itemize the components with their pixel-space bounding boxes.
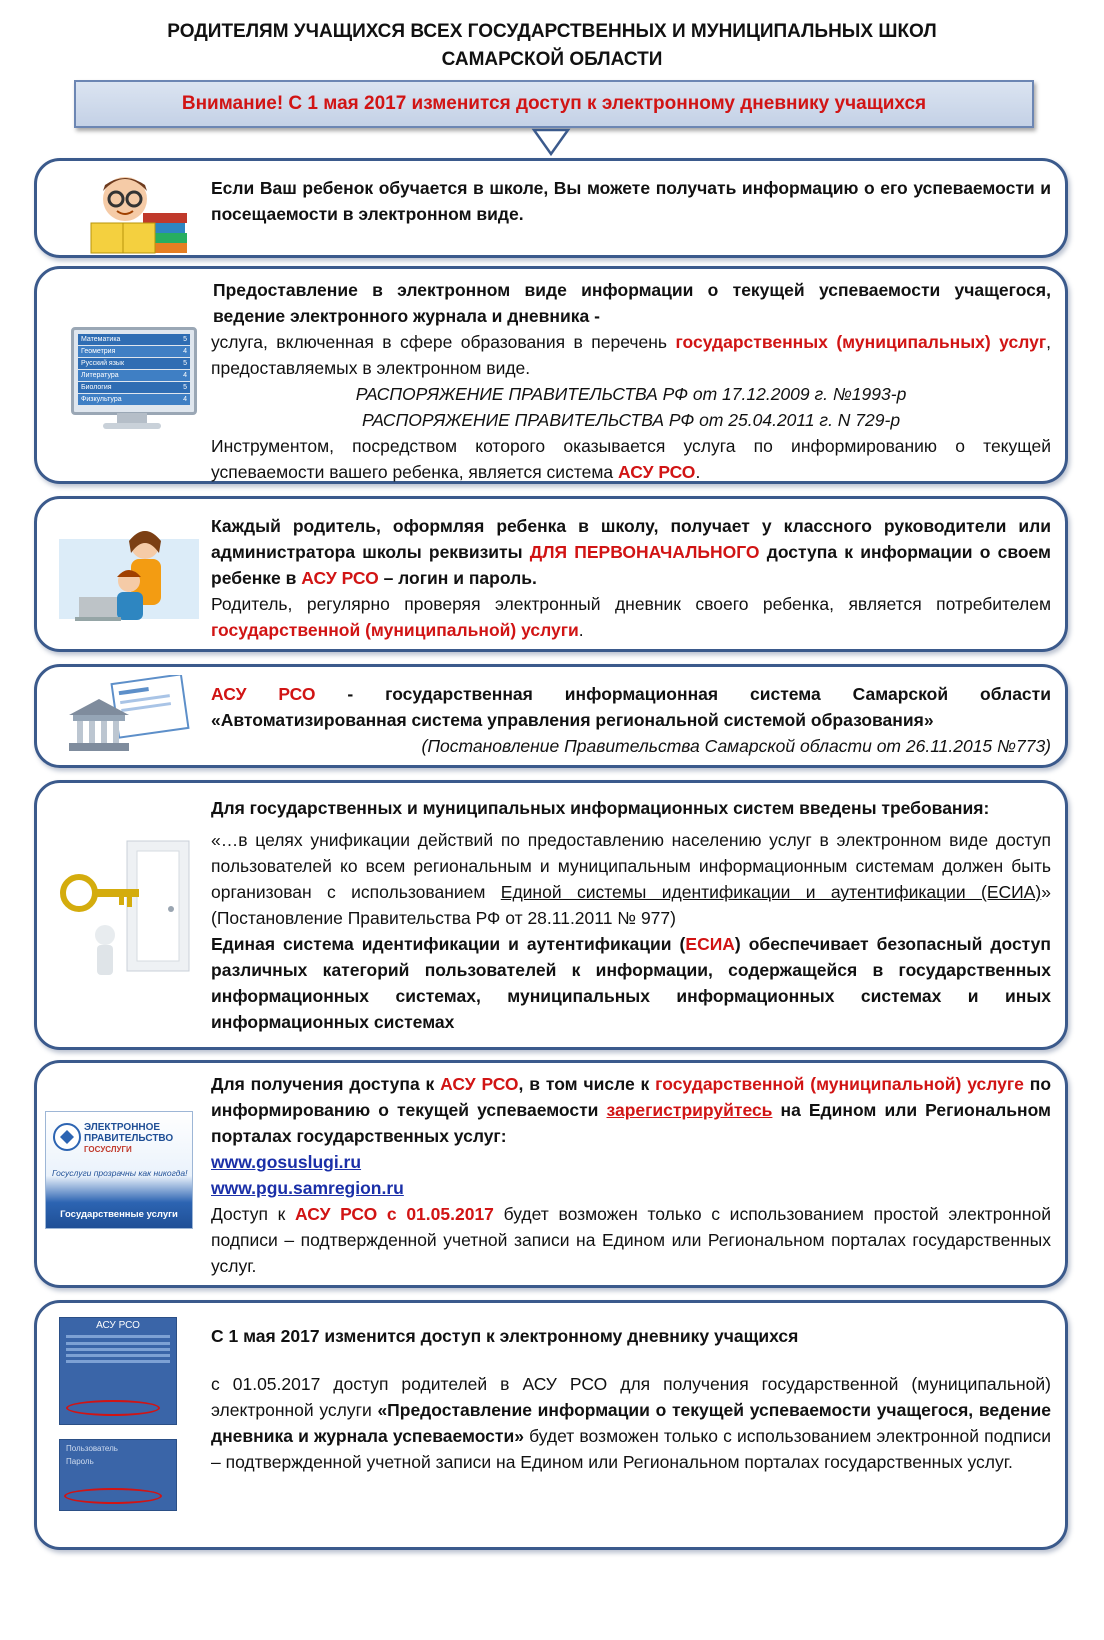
card7-p1-text-c: будет возможен только с использованием электронной подписи – подтвержденной учетной записи на Едином или Региональном порталах государственных услуг. bbox=[211, 1426, 1051, 1472]
key-and-door-illustration bbox=[57, 831, 203, 981]
card-esia-requirements bbox=[34, 780, 1068, 1050]
card3-p2-red: государственной (муниципальной) услуги bbox=[211, 620, 579, 640]
card2-p1: Предоставление в электронном виде информации о текущей успеваемости учащегося, ведение электронного журнала и дневника - bbox=[213, 280, 1051, 326]
card4-red: АСУ РСО bbox=[211, 684, 316, 704]
portal-title-2: ПРАВИТЕЛЬСТВО bbox=[84, 1133, 174, 1144]
card6-p1-text-a: Для получения доступа к bbox=[211, 1074, 441, 1094]
register-link[interactable]: зарегистрируйтесь bbox=[606, 1100, 773, 1120]
card3-p1-red2: АСУ РСО bbox=[301, 568, 379, 588]
notice-text: Внимание! С 1 мая 2017 изменится доступ к электронному дневнику учащихся bbox=[181, 93, 927, 114]
card3-p1-text-b: доступа к информации о своем ребенке в bbox=[211, 542, 1051, 588]
card3-p1-text-a: Каждый родитель, оформляя ребенка в школу, получает у классного руководители или администратора школы реквизиты bbox=[211, 516, 1051, 562]
gradebook-row bbox=[78, 334, 190, 345]
decree-2: РАСПОРЯЖЕНИЕ ПРАВИТЕЛЬСТВА РФ от 25.04.2011 г. N 729-р bbox=[361, 410, 901, 430]
card1-text: Если Ваш ребенок обучается в школе, Вы можете получать информацию о его успеваемости и посещаемости в электронном виде. bbox=[211, 178, 1051, 224]
gradebook-subject: Русский язык bbox=[81, 360, 125, 367]
asu-rso-password-screenshot bbox=[59, 1439, 177, 1511]
gradebook-row bbox=[78, 394, 190, 405]
gradebook-subject: Математика bbox=[81, 336, 121, 343]
parent-and-child-illustration bbox=[59, 519, 199, 631]
card3-p2 bbox=[211, 591, 1051, 643]
card-info-intro bbox=[34, 158, 1068, 258]
card4-decree: (Постановление Правительства Самарской области от 26.11.2015 №773) bbox=[421, 736, 1051, 756]
gradebook-mark: 5 bbox=[183, 384, 187, 391]
card5-p2-text-a: «…в целях унификации действий по предоставлению населению услуг в электронном виде доступ пользователей ко всем региональным и муниципальным информационным системам должен быть организован с использованием bbox=[211, 830, 1051, 902]
card6-p1-red2: государственной (муниципальной) услуге bbox=[655, 1074, 1024, 1094]
gradebook-mark: 4 bbox=[183, 372, 187, 379]
gradebook-subject: Геометрия bbox=[81, 348, 116, 355]
gradebook-mark: 4 bbox=[183, 348, 187, 355]
card3-p1-red: ДЛЯ ПЕРВОНАЧАЛЬНОГО bbox=[529, 542, 760, 562]
notice-banner bbox=[74, 80, 1034, 128]
card6-p2 bbox=[211, 1201, 1051, 1279]
card5-p2-esia-name: Единой системы идентификации и аутентификации (ЕСИА) bbox=[500, 882, 1042, 902]
card3-p1-text-c: – логин и пароль. bbox=[378, 568, 537, 588]
highlight-ellipse bbox=[66, 1400, 160, 1416]
card7-p1 bbox=[211, 1371, 1051, 1475]
asu-rso-login-screenshot bbox=[59, 1317, 177, 1425]
card5-p3-text-b: ) обеспечивает безопасный доступ различных категорий пользователей к информации, содержащейся в государственных информационных системах, муниципальных информационных системах и иных информационных системах bbox=[211, 934, 1051, 1032]
card3-p1 bbox=[211, 513, 1051, 591]
gradebook-subject: Биология bbox=[81, 384, 112, 391]
card4-text: - государственная информационная система Самарской области «Автоматизированная система управления региональной системой образования» bbox=[211, 684, 1051, 730]
down-arrow-icon bbox=[528, 128, 574, 158]
highlight-ellipse-2 bbox=[64, 1488, 162, 1504]
gradebook-mark: 4 bbox=[183, 396, 187, 403]
card-registration bbox=[34, 1060, 1068, 1288]
monitor-gradebook-illustration bbox=[71, 327, 197, 437]
gradebook-subject: Литература bbox=[81, 372, 119, 379]
gradebook-subject: Физкультура bbox=[81, 396, 122, 403]
card4-definition bbox=[211, 681, 1051, 733]
screen-field-2: Пароль bbox=[66, 1457, 94, 1466]
card2-p3-text-b: . bbox=[695, 462, 701, 482]
card5-p2 bbox=[211, 827, 1051, 931]
card6-p1-text-c: по информированию о текущей успеваемости bbox=[211, 1074, 1052, 1120]
decree-1: РАСПОРЯЖЕНИЕ ПРАВИТЕЛЬСТВА РФ от 17.12.2009 г. №1993-р bbox=[355, 384, 907, 404]
card-asu-rso-definition bbox=[34, 664, 1068, 768]
card-parent-credentials bbox=[34, 496, 1068, 652]
card6-p1-text-b: , в том числе к bbox=[518, 1074, 656, 1094]
gradebook-row bbox=[78, 358, 190, 369]
gradebook-row bbox=[78, 346, 190, 357]
gradebook-mark: 5 bbox=[183, 360, 187, 367]
card7-p1-service-name: «Предоставление информации о текущей успеваемости учащегося, ведение дневника и журнала успеваемости» bbox=[211, 1400, 1051, 1446]
card-access-change bbox=[34, 1300, 1068, 1550]
card2-p3-red: АСУ РСО bbox=[618, 462, 696, 482]
card-service-description bbox=[34, 266, 1068, 484]
card7-p1-text-a: с 01.05.2017 доступ родителей в АСУ РСО для получения государственной (муниципальной) электронной услуги bbox=[211, 1374, 1051, 1420]
card6-p1-red: АСУ РСО bbox=[440, 1074, 519, 1094]
card2-p3-text-a: Инструментом, посредством которого оказывается услуга по информированию о текущей успеваемости вашего ребенка, является система bbox=[211, 436, 1051, 482]
government-building-icon bbox=[55, 675, 195, 759]
card3-p2-text-a: Родитель, регулярно проверяя электронный дневник своего ребенка, является потребителем bbox=[211, 594, 1051, 614]
gradebook-row bbox=[78, 370, 190, 381]
portal-slogan: Госуслуги прозрачны как никогда! bbox=[52, 1168, 188, 1178]
card2-p2-text-b: , предоставляемых в электронном виде. bbox=[211, 332, 1051, 378]
gradebook-mark: 5 bbox=[183, 336, 187, 343]
card6-p2-text-b: будет возможен только с использованием простой электронной подписи – подтвержденной учетной записи на Едином или Региональном порталах государственных услуг. bbox=[211, 1204, 1051, 1276]
portal-footer: Государственные услуги bbox=[60, 1209, 178, 1220]
screen-title: АСУ РСО bbox=[96, 1320, 140, 1331]
card7-heading: С 1 мая 2017 изменится доступ к электронному дневнику учащихся bbox=[211, 1326, 799, 1346]
card5-p2-text-b: » (Постановление Правительства РФ от 28.11.2011 № 977) bbox=[211, 882, 1051, 928]
card5-p3-text-a: Единая система идентификации и аутентификации ( bbox=[211, 934, 686, 954]
card5-p1: Для государственных и муниципальных информационных систем введены требования: bbox=[211, 798, 990, 818]
card2-p2-text-a: услуга, включенная в сфере образования в перечень bbox=[211, 332, 676, 352]
card2-p3 bbox=[211, 433, 1051, 485]
page-title bbox=[60, 18, 1044, 74]
portal-title-1: ЭЛЕКТРОННОЕ bbox=[84, 1122, 161, 1133]
card5-p3-red: ЕСИА bbox=[685, 934, 735, 954]
title-line-1: РОДИТЕЛЯМ УЧАЩИХСЯ ВСЕХ ГОСУДАРСТВЕННЫХ И МУНИЦИПАЛЬНЫХ ШКОЛ bbox=[167, 21, 937, 42]
title-line-2: САМАРСКОЙ ОБЛАСТИ bbox=[441, 49, 663, 70]
card5-p3 bbox=[211, 931, 1051, 1035]
card6-p1-text-d: на Едином или Региональном порталах государственных услуг: bbox=[211, 1100, 1051, 1146]
gosuslugi-link[interactable]: www.gosuslugi.ru bbox=[211, 1152, 362, 1172]
gradebook-row bbox=[78, 382, 190, 393]
screen-field-1: Пользователь bbox=[66, 1444, 118, 1453]
emblem-icon bbox=[52, 1122, 82, 1152]
card2-p2-red: государственных (муниципальных) услуг bbox=[675, 332, 1047, 352]
card6-p2-text-a: Доступ к bbox=[211, 1204, 295, 1224]
card6-p2-red: АСУ РСО с 01.05.2017 bbox=[295, 1204, 494, 1224]
gosuslugi-portal-illustration bbox=[45, 1111, 193, 1229]
pgu-samregion-link[interactable]: www.pgu.samregion.ru bbox=[211, 1178, 404, 1198]
card6-p1 bbox=[211, 1071, 1051, 1149]
student-with-books-illustration bbox=[73, 167, 193, 255]
card3-p2-text-b: . bbox=[578, 620, 584, 640]
portal-title-3: ГОСУСЛУГИ bbox=[84, 1145, 132, 1154]
card2-p2 bbox=[211, 329, 1051, 381]
